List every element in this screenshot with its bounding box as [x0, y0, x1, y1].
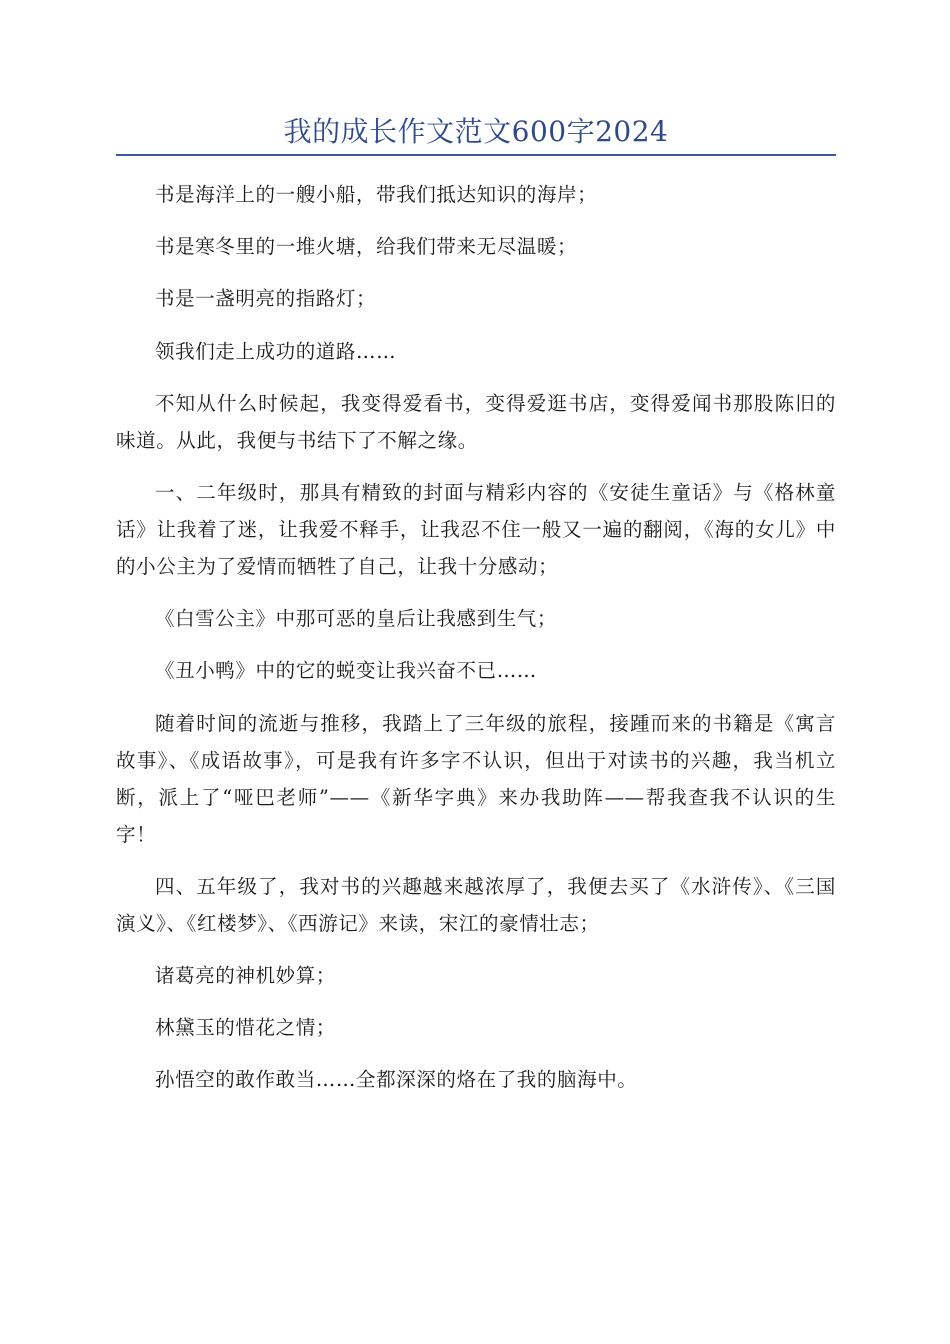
paragraph: 四、五年级了，我对书的兴趣越来越浓厚了，我便去买了《水浒传》、《三国演义》、《红楼梦》、《西游记》来读，宋江的豪情壮志；	[116, 874, 836, 935]
paragraph: 书是海洋上的一艘小船，带我们抵达知识的海岸；	[155, 183, 598, 206]
paragraph: 《白雪公主》中那可恶的皇后让我感到生气；	[155, 607, 558, 631]
paragraph: 书是寒冬里的一堆火塘，给我们带来无尽温暖；	[155, 235, 578, 259]
paragraph: 不知从什么时候起，我变得爱看书，变得爱逛书店，变得爱闻书那股陈旧的味道。从此，我便与书结下了不解之缘。	[116, 391, 836, 452]
paragraph: 孙悟空的敢作敢当……全都深深的烙在了我的脑海中。	[155, 1068, 638, 1092]
paragraph: 随着时间的流逝与推移，我踏上了三年级的旅程，接踵而来的书籍是《寓言故事》、《成语故事》，可是我有许多字不认识，但出于对读书的兴趣，我当机立断，派上了“哑巴老师”——《新华字典》来办我助阵——帮我查我不认识的生字！	[116, 711, 836, 846]
paragraph: 诸葛亮的神机妙算；	[155, 963, 336, 987]
paragraph: 书是一盏明亮的指路灯；	[155, 287, 377, 311]
document-body	[116, 176, 836, 1113]
paragraph: 《丑小鸭》中的它的蜕变让我兴奋不已……	[155, 659, 537, 683]
paragraph: 领我们走上成功的道路……	[155, 339, 397, 363]
title-underline	[116, 154, 836, 156]
paragraph: 一、二年级时，那具有精致的封面与精彩内容的《安徒生童话》与《格林童话》让我着了迷，让我爱不释手，让我忍不住一般又一遍的翻阅，《海的女儿》中的小公主为了爱情而牺牲了自己，让我十分感动；	[116, 480, 836, 578]
document-title: 我的成长作文范文600字2024	[283, 115, 669, 148]
paragraph: 林黛玉的惜花之情；	[155, 1016, 336, 1040]
